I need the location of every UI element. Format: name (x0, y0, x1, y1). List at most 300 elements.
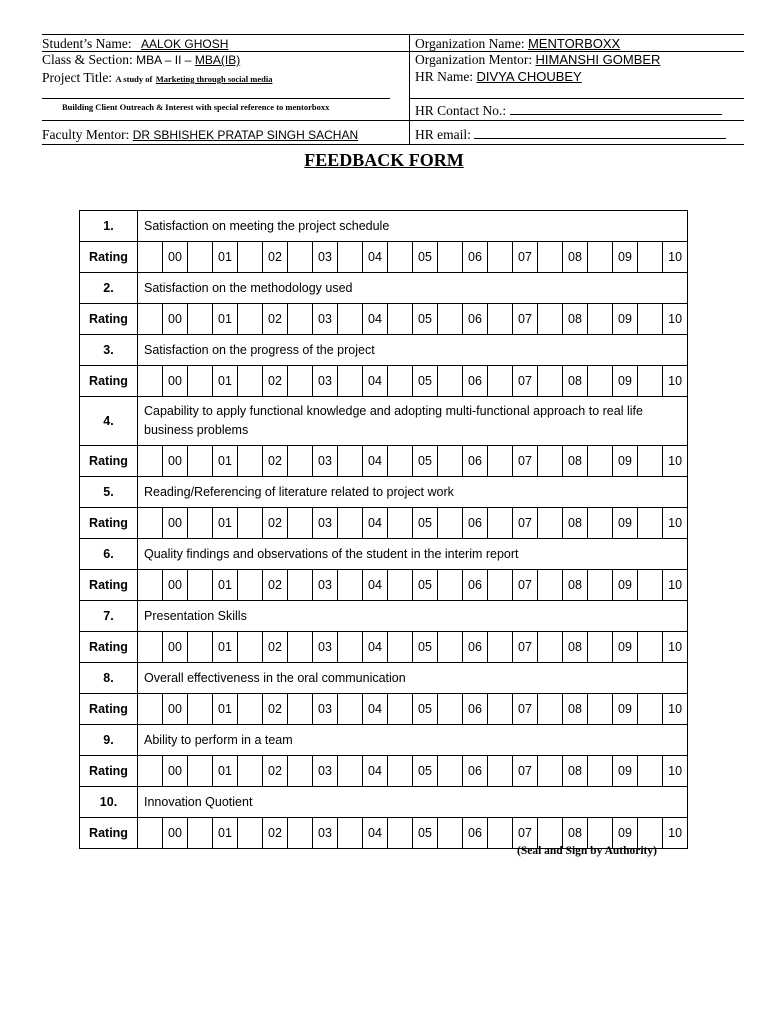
rating-checkbox[interactable] (188, 304, 213, 335)
rating-checkbox[interactable] (538, 446, 563, 477)
rating-checkbox[interactable] (388, 818, 413, 849)
rating-checkbox[interactable] (538, 570, 563, 601)
org-name-row (415, 36, 690, 52)
rating-checkbox[interactable] (188, 694, 213, 725)
hr-name-value[interactable]: DIVYA CHOUBEY (476, 69, 582, 84)
rating-value: 03 (313, 818, 338, 849)
rating-row (80, 756, 688, 787)
rating-value: 07 (513, 818, 538, 849)
rating-checkbox[interactable] (388, 756, 413, 787)
rating-value: 08 (563, 818, 588, 849)
question-number: 8. (80, 663, 138, 694)
rating-checkbox[interactable] (288, 694, 313, 725)
rating-value: 00 (163, 694, 188, 725)
org-name-value[interactable]: MENTORBOXX (527, 36, 621, 51)
question-number: 2. (80, 273, 138, 304)
question-row (80, 601, 688, 632)
rating-value: 01 (213, 508, 238, 539)
rating-value: 06 (463, 446, 488, 477)
rating-checkbox[interactable] (188, 570, 213, 601)
rating-label: Rating (80, 756, 138, 787)
rating-row (80, 570, 688, 601)
rating-value: 03 (313, 756, 338, 787)
rating-value: 02 (263, 508, 288, 539)
rating-checkbox[interactable] (288, 446, 313, 477)
rating-label: Rating (80, 366, 138, 397)
hr-contact-field[interactable] (510, 102, 722, 115)
rating-checkbox[interactable] (538, 242, 563, 273)
class-specialization[interactable]: MBA(IB) (194, 53, 241, 67)
question-row (80, 335, 688, 366)
rating-checkbox[interactable] (438, 818, 463, 849)
hr-contact-row (415, 102, 722, 119)
rating-value: 06 (463, 366, 488, 397)
seal-and-sign: (Seal and Sign by Authority) (517, 845, 657, 857)
rating-value: 06 (463, 694, 488, 725)
rating-checkbox[interactable] (288, 756, 313, 787)
rating-value: 01 (213, 570, 238, 601)
rating-value: 05 (413, 366, 438, 397)
rating-value: 01 (213, 304, 238, 335)
rating-checkbox[interactable] (588, 508, 613, 539)
rating-value: 04 (363, 632, 388, 663)
rating-checkbox[interactable] (138, 818, 163, 849)
rating-checkbox[interactable] (488, 694, 513, 725)
rating-value: 06 (463, 242, 488, 273)
rating-value: 04 (363, 304, 388, 335)
rating-row (80, 304, 688, 335)
rating-value: 05 (413, 446, 438, 477)
rating-value: 00 (163, 304, 188, 335)
class-section-label: Class & Section: (42, 52, 133, 67)
rating-row (80, 508, 688, 539)
rating-value: 07 (513, 242, 538, 273)
question-number: 9. (80, 725, 138, 756)
rating-value: 08 (563, 446, 588, 477)
rating-checkbox[interactable] (138, 694, 163, 725)
rating-checkbox[interactable] (438, 446, 463, 477)
rating-checkbox[interactable] (538, 632, 563, 663)
rating-value: 10 (663, 508, 688, 539)
rating-value: 02 (263, 570, 288, 601)
rating-checkbox[interactable] (388, 570, 413, 601)
rating-value: 07 (513, 304, 538, 335)
rating-value: 04 (363, 446, 388, 477)
rating-value: 10 (663, 632, 688, 663)
question-row (80, 787, 688, 818)
rating-value: 08 (563, 508, 588, 539)
rating-checkbox[interactable] (188, 632, 213, 663)
question-row (80, 273, 688, 304)
rating-checkbox[interactable] (138, 446, 163, 477)
rating-value: 07 (513, 756, 538, 787)
rating-checkbox[interactable] (588, 756, 613, 787)
rating-checkbox[interactable] (338, 242, 363, 273)
question-number: 4. (80, 397, 138, 446)
rule (409, 120, 744, 121)
rating-checkbox[interactable] (638, 570, 663, 601)
rating-checkbox[interactable] (638, 446, 663, 477)
rating-value: 08 (563, 366, 588, 397)
rating-checkbox[interactable] (188, 818, 213, 849)
rating-row (80, 446, 688, 477)
rating-label: Rating (80, 508, 138, 539)
rating-checkbox[interactable] (338, 366, 363, 397)
project-title-prefix[interactable]: A study of (115, 74, 153, 84)
rating-checkbox[interactable] (638, 304, 663, 335)
form-title-text: FEEDBACK FORM (304, 150, 464, 170)
rating-checkbox[interactable] (438, 570, 463, 601)
question-text: Satisfaction on the progress of the project (138, 335, 688, 366)
question-text: Capability to apply functional knowledge and adopting multi-functional approach to real life business problems (138, 397, 688, 446)
rating-value: 04 (363, 694, 388, 725)
question-row (80, 539, 688, 570)
question-text: Satisfaction on the methodology used (138, 273, 688, 304)
rating-checkbox[interactable] (438, 632, 463, 663)
question-number: 3. (80, 335, 138, 366)
rating-checkbox[interactable] (288, 366, 313, 397)
rating-value: 05 (413, 632, 438, 663)
rating-value: 02 (263, 304, 288, 335)
rating-value: 00 (163, 446, 188, 477)
rating-value: 09 (613, 694, 638, 725)
rating-value: 10 (663, 366, 688, 397)
rating-value: 04 (363, 366, 388, 397)
rating-value: 01 (213, 446, 238, 477)
rating-checkbox[interactable] (588, 632, 613, 663)
rating-value: 05 (413, 508, 438, 539)
question-text: Quality findings and observations of the student in the interim report (138, 539, 688, 570)
rating-checkbox[interactable] (138, 756, 163, 787)
rating-value: 07 (513, 570, 538, 601)
rating-value: 06 (463, 508, 488, 539)
rating-value: 01 (213, 756, 238, 787)
question-number: 7. (80, 601, 138, 632)
rating-value: 02 (263, 242, 288, 273)
rating-checkbox[interactable] (238, 366, 263, 397)
rating-checkbox[interactable] (538, 694, 563, 725)
org-mentor-row (415, 52, 690, 68)
rating-value: 02 (263, 446, 288, 477)
hr-name-row (415, 69, 696, 85)
hr-email-row (415, 126, 726, 143)
question-text: Overall effectiveness in the oral communication (138, 663, 688, 694)
rating-checkbox[interactable] (338, 304, 363, 335)
rating-value: 01 (213, 694, 238, 725)
rating-value: 09 (613, 304, 638, 335)
faculty-mentor-row (42, 127, 362, 143)
rating-checkbox[interactable] (388, 508, 413, 539)
rating-checkbox[interactable] (538, 366, 563, 397)
rating-value: 07 (513, 446, 538, 477)
rating-value: 00 (163, 632, 188, 663)
question-number: 6. (80, 539, 138, 570)
rating-value: 03 (313, 446, 338, 477)
rating-value: 02 (263, 632, 288, 663)
rating-checkbox[interactable] (488, 632, 513, 663)
rating-checkbox[interactable] (638, 818, 663, 849)
rating-label: Rating (80, 446, 138, 477)
rating-checkbox[interactable] (588, 242, 613, 273)
rating-checkbox[interactable] (338, 694, 363, 725)
rating-label: Rating (80, 818, 138, 849)
rating-value: 03 (313, 304, 338, 335)
rating-checkbox[interactable] (288, 508, 313, 539)
rating-label: Rating (80, 694, 138, 725)
rating-value: 04 (363, 818, 388, 849)
rating-value: 10 (663, 242, 688, 273)
rating-checkbox[interactable] (538, 818, 563, 849)
rating-label: Rating (80, 632, 138, 663)
rating-checkbox[interactable] (638, 242, 663, 273)
rating-value: 03 (313, 570, 338, 601)
question-row (80, 477, 688, 508)
rating-value: 06 (463, 632, 488, 663)
rating-value: 09 (613, 242, 638, 273)
rating-value: 07 (513, 366, 538, 397)
question-text: Presentation Skills (138, 601, 688, 632)
rating-checkbox[interactable] (238, 632, 263, 663)
project-title-line2[interactable]: Building Client Outreach & Interest with special reference to mentorboxx (62, 102, 330, 112)
rating-checkbox[interactable] (288, 304, 313, 335)
rating-checkbox[interactable] (438, 694, 463, 725)
rating-value: 10 (663, 446, 688, 477)
rating-checkbox[interactable] (388, 632, 413, 663)
rating-checkbox[interactable] (188, 756, 213, 787)
rating-checkbox[interactable] (488, 508, 513, 539)
rating-value: 04 (363, 756, 388, 787)
hr-name-label: HR Name: (415, 69, 474, 84)
rating-value: 09 (613, 570, 638, 601)
org-mentor-value[interactable]: HIMANSHI GOMBER (535, 52, 661, 67)
rating-checkbox[interactable] (238, 818, 263, 849)
rating-checkbox[interactable] (238, 304, 263, 335)
rating-value: 04 (363, 508, 388, 539)
rating-checkbox[interactable] (338, 508, 363, 539)
rating-row (80, 632, 688, 663)
class-section-value[interactable]: MBA – II – (136, 53, 192, 67)
rating-row (80, 818, 688, 849)
rating-checkbox[interactable] (288, 242, 313, 273)
rating-checkbox[interactable] (338, 570, 363, 601)
rating-checkbox[interactable] (338, 446, 363, 477)
rule (42, 120, 409, 121)
rating-value: 07 (513, 632, 538, 663)
class-section-row (42, 52, 328, 68)
project-title-row (42, 70, 292, 87)
rating-value: 09 (613, 632, 638, 663)
rating-value: 06 (463, 818, 488, 849)
rating-value: 01 (213, 632, 238, 663)
rating-checkbox[interactable] (438, 242, 463, 273)
rating-checkbox[interactable] (288, 570, 313, 601)
rating-checkbox[interactable] (488, 818, 513, 849)
rating-checkbox[interactable] (188, 508, 213, 539)
rating-checkbox[interactable] (438, 366, 463, 397)
org-mentor-label: Organization Mentor: (415, 52, 533, 67)
rating-checkbox[interactable] (488, 366, 513, 397)
rating-checkbox[interactable] (588, 304, 613, 335)
question-number: 1. (80, 211, 138, 242)
rating-checkbox[interactable] (338, 632, 363, 663)
rating-checkbox[interactable] (238, 508, 263, 539)
question-number: 5. (80, 477, 138, 508)
rating-checkbox[interactable] (138, 366, 163, 397)
rating-checkbox[interactable] (288, 818, 313, 849)
rating-checkbox[interactable] (338, 756, 363, 787)
rating-value: 01 (213, 242, 238, 273)
rating-checkbox[interactable] (238, 242, 263, 273)
question-text: Satisfaction on meeting the project schedule (138, 211, 688, 242)
rating-checkbox[interactable] (288, 632, 313, 663)
rating-value: 03 (313, 632, 338, 663)
rating-checkbox[interactable] (638, 366, 663, 397)
rating-row (80, 694, 688, 725)
rating-row (80, 242, 688, 273)
rating-value: 09 (613, 446, 638, 477)
rating-value: 03 (313, 366, 338, 397)
rating-value: 09 (613, 818, 638, 849)
rating-checkbox[interactable] (638, 632, 663, 663)
header-bottom-rule (42, 144, 744, 145)
rating-value: 10 (663, 756, 688, 787)
rating-value: 07 (513, 508, 538, 539)
rating-checkbox[interactable] (588, 366, 613, 397)
rating-value: 04 (363, 242, 388, 273)
rating-value: 00 (163, 818, 188, 849)
rating-checkbox[interactable] (538, 508, 563, 539)
rule (409, 98, 744, 99)
rating-checkbox[interactable] (438, 508, 463, 539)
rating-checkbox[interactable] (488, 242, 513, 273)
rating-checkbox[interactable] (238, 446, 263, 477)
rating-value: 10 (663, 694, 688, 725)
rating-value: 10 (663, 304, 688, 335)
rating-value: 00 (163, 366, 188, 397)
rating-checkbox[interactable] (488, 570, 513, 601)
rating-checkbox[interactable] (138, 570, 163, 601)
rating-value: 09 (613, 756, 638, 787)
rating-label: Rating (80, 570, 138, 601)
question-text: Reading/Referencing of literature related to project work (138, 477, 688, 508)
rating-value: 06 (463, 756, 488, 787)
rating-checkbox[interactable] (138, 632, 163, 663)
rating-checkbox[interactable] (138, 304, 163, 335)
rating-checkbox[interactable] (188, 446, 213, 477)
rating-value: 09 (613, 366, 638, 397)
rating-checkbox[interactable] (538, 756, 563, 787)
rating-checkbox[interactable] (188, 242, 213, 273)
rating-value: 07 (513, 694, 538, 725)
form-title (0, 150, 768, 171)
student-name-row (42, 36, 254, 52)
rating-checkbox[interactable] (188, 366, 213, 397)
rating-value: 02 (263, 694, 288, 725)
rating-checkbox[interactable] (388, 694, 413, 725)
faculty-mentor-label: Faculty Mentor: (42, 127, 130, 142)
rating-checkbox[interactable] (388, 304, 413, 335)
rating-value: 10 (663, 818, 688, 849)
rating-label: Rating (80, 242, 138, 273)
rating-value: 00 (163, 508, 188, 539)
question-row (80, 663, 688, 694)
rating-value: 05 (413, 304, 438, 335)
rating-value: 05 (413, 242, 438, 273)
rating-checkbox[interactable] (438, 756, 463, 787)
rating-value: 05 (413, 570, 438, 601)
question-row (80, 397, 688, 446)
rating-checkbox[interactable] (438, 304, 463, 335)
rating-checkbox[interactable] (638, 694, 663, 725)
project-title-main[interactable]: Marketing through social media (155, 74, 273, 84)
rating-value: 00 (163, 242, 188, 273)
rating-checkbox[interactable] (238, 694, 263, 725)
rating-value: 10 (663, 570, 688, 601)
rating-value: 01 (213, 818, 238, 849)
hr-contact-label: HR Contact No.: (415, 103, 507, 118)
student-name-value[interactable]: AALOK GHOSH (141, 37, 229, 51)
question-text: Ability to perform in a team (138, 725, 688, 756)
rating-value: 03 (313, 508, 338, 539)
rating-value: 06 (463, 304, 488, 335)
rating-value: 08 (563, 304, 588, 335)
project-title-label: Project Title: (42, 70, 113, 85)
rating-checkbox[interactable] (638, 756, 663, 787)
rating-label: Rating (80, 304, 138, 335)
rating-checkbox[interactable] (138, 508, 163, 539)
rating-checkbox[interactable] (488, 304, 513, 335)
rating-value: 02 (263, 756, 288, 787)
rating-checkbox[interactable] (588, 570, 613, 601)
feedback-table (79, 210, 688, 849)
rating-checkbox[interactable] (588, 818, 613, 849)
org-name-label: Organization Name: (415, 36, 525, 51)
rating-checkbox[interactable] (138, 242, 163, 273)
rating-checkbox[interactable] (588, 446, 613, 477)
hr-email-label: HR email: (415, 127, 471, 142)
rating-value: 08 (563, 570, 588, 601)
rating-value: 05 (413, 818, 438, 849)
rating-checkbox[interactable] (338, 818, 363, 849)
rating-value: 03 (313, 242, 338, 273)
rating-row (80, 366, 688, 397)
rating-value: 08 (563, 632, 588, 663)
rating-value: 03 (313, 694, 338, 725)
faculty-mentor-value[interactable]: DR SBHISHEK PRATAP SINGH SACHAN (132, 128, 359, 142)
rating-value: 05 (413, 694, 438, 725)
rating-checkbox[interactable] (488, 446, 513, 477)
header-top-rule (42, 34, 744, 35)
rating-checkbox[interactable] (238, 756, 263, 787)
rating-value: 00 (163, 756, 188, 787)
rating-value: 02 (263, 366, 288, 397)
student-name-label: Student’s Name: (42, 36, 132, 51)
rating-value: 02 (263, 818, 288, 849)
rating-value: 00 (163, 570, 188, 601)
rating-checkbox[interactable] (538, 304, 563, 335)
rating-value: 08 (563, 756, 588, 787)
hr-email-field[interactable] (474, 126, 726, 139)
question-row (80, 725, 688, 756)
rating-checkbox[interactable] (388, 242, 413, 273)
rating-value: 04 (363, 570, 388, 601)
rating-checkbox[interactable] (388, 446, 413, 477)
rating-checkbox[interactable] (588, 694, 613, 725)
rating-checkbox[interactable] (488, 756, 513, 787)
rating-checkbox[interactable] (238, 570, 263, 601)
rating-checkbox[interactable] (638, 508, 663, 539)
rating-checkbox[interactable] (388, 366, 413, 397)
